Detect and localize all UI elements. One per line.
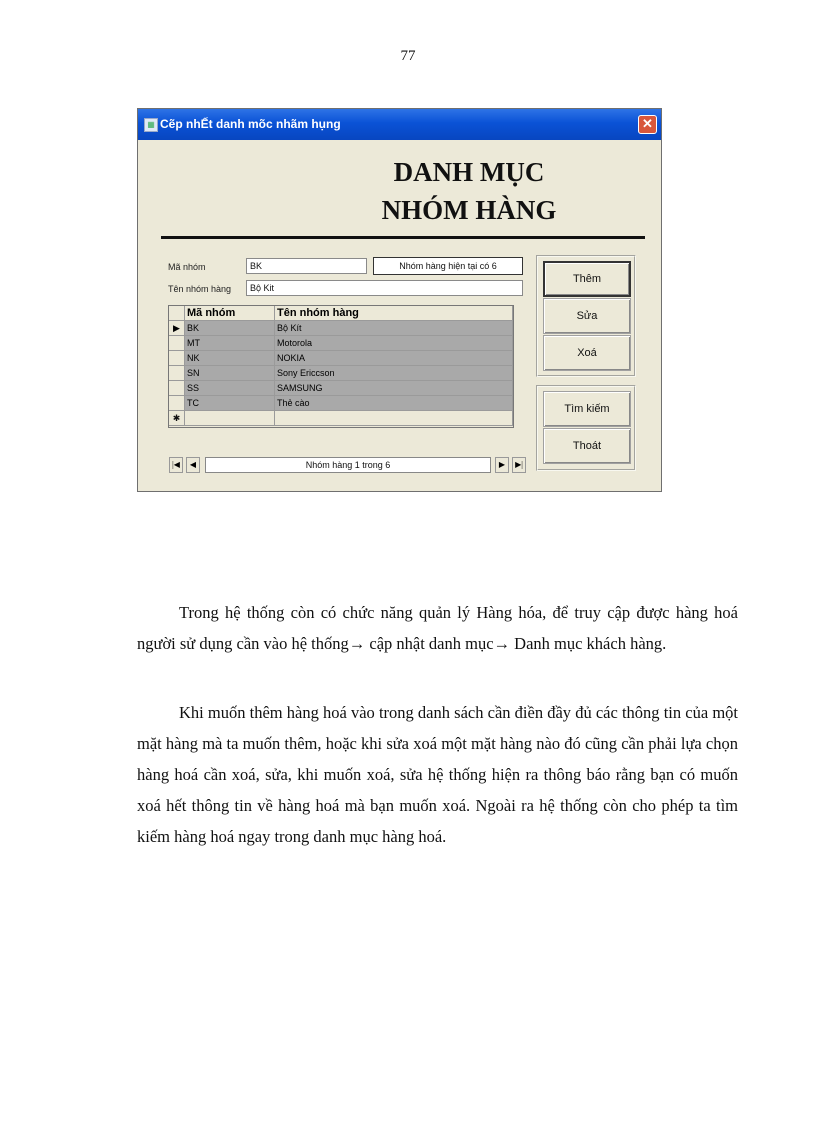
close-button[interactable]: ✕ [638, 115, 657, 134]
table-row[interactable] [169, 396, 513, 411]
row-selector[interactable] [169, 396, 185, 411]
new-row-marker[interactable]: ✱ [169, 411, 185, 426]
title-bar [138, 109, 661, 140]
new-row-name[interactable] [275, 411, 513, 426]
form-heading-line2: NHÓM HÀNG [381, 195, 557, 225]
table-row[interactable] [169, 381, 513, 396]
window-title: Cẽp nhẾt danh mõc nhãm hụng [160, 117, 341, 131]
next-record-button[interactable]: ▶ [495, 457, 509, 473]
row-name[interactable]: Motorola [275, 336, 513, 351]
ten-nhom-input[interactable]: Bộ Kit [246, 280, 523, 296]
row-selector[interactable] [169, 336, 185, 351]
thoat-button[interactable]: Thoát [543, 428, 631, 464]
row-code[interactable]: NK [185, 351, 275, 366]
row-name[interactable]: Thẻ cào [275, 396, 513, 411]
current-row-marker[interactable]: ▶ [169, 321, 185, 336]
grid-header-row [169, 306, 513, 321]
grid-header-name[interactable]: Tên nhóm hàng [275, 306, 513, 321]
table-row[interactable] [169, 366, 513, 381]
prev-record-button[interactable]: ◀ [186, 457, 200, 473]
row-code[interactable]: BK [185, 321, 275, 336]
row-name[interactable]: Bộ Kít [275, 321, 513, 336]
page-number: 77 [400, 48, 416, 64]
grid-header-code[interactable]: Mã nhóm [185, 306, 275, 321]
row-selector[interactable] [169, 381, 185, 396]
heading-divider [161, 236, 645, 239]
sua-button[interactable]: Sửa [543, 298, 631, 334]
first-record-button[interactable]: |◀ [169, 457, 183, 473]
group-count-info: Nhóm hàng hiện tại có 6 [373, 257, 523, 275]
new-row-code[interactable] [185, 411, 275, 426]
row-selector[interactable] [169, 366, 185, 381]
row-name[interactable]: SAMSUNG [275, 381, 513, 396]
table-row[interactable] [169, 336, 513, 351]
them-button[interactable]: Thêm [543, 261, 631, 297]
form-heading-line1: DANH MỤC [393, 157, 545, 187]
row-name[interactable]: NOKIA [275, 351, 513, 366]
last-record-button[interactable]: ▶| [512, 457, 526, 473]
xoa-button[interactable]: Xoá [543, 335, 631, 371]
ma-nhom-input[interactable]: BK [246, 258, 367, 274]
row-code[interactable]: TC [185, 396, 275, 411]
screenshot-window [137, 108, 662, 492]
table-row[interactable] [169, 321, 513, 336]
record-indicator: Nhóm hàng 1 trong 6 [205, 457, 491, 473]
app-icon: ▦ [144, 118, 158, 132]
new-record-row[interactable] [169, 411, 513, 426]
row-code[interactable]: SN [185, 366, 275, 381]
tim-kiem-button[interactable]: Tìm kiếm [543, 391, 631, 427]
ma-nhom-label: Mã nhóm [168, 262, 206, 272]
body-paragraph-2: Khi muốn thêm hàng hoá vào trong danh sách cần điền đầy đủ các thông tin của một mặt hàng mà ta muốn thêm, hoặc khi sửa xoá một mặt hàng nào đó cũng cần phải lựa chọn hàng hoá cần xoá, sửa, khi muốn xoá, sửa hệ thống hiện ra thông báo rằng bạn có muốn xoá hết thông tin về hàng hoá mà bạn muốn xoá. Ngoài ra hệ thống còn cho phép ta tìm kiếm hàng hoá ngay trong danh mục hàng hoá. [137, 703, 738, 846]
ten-nhom-label: Tên nhóm hàng [168, 284, 232, 294]
row-code[interactable]: MT [185, 336, 275, 351]
grid-corner [169, 306, 185, 321]
row-code[interactable]: SS [185, 381, 275, 396]
row-selector[interactable] [169, 351, 185, 366]
group-grid [168, 305, 514, 428]
row-name[interactable]: Sony Ericcson [275, 366, 513, 381]
body-paragraph-1: Trong hệ thống còn có chức năng quản lý Hàng hóa, để truy cập được hàng hoá người sử dụng cần vào hệ thống→ cập nhật danh mục→ Danh mục khách hàng. [137, 603, 738, 653]
table-row[interactable] [169, 351, 513, 366]
